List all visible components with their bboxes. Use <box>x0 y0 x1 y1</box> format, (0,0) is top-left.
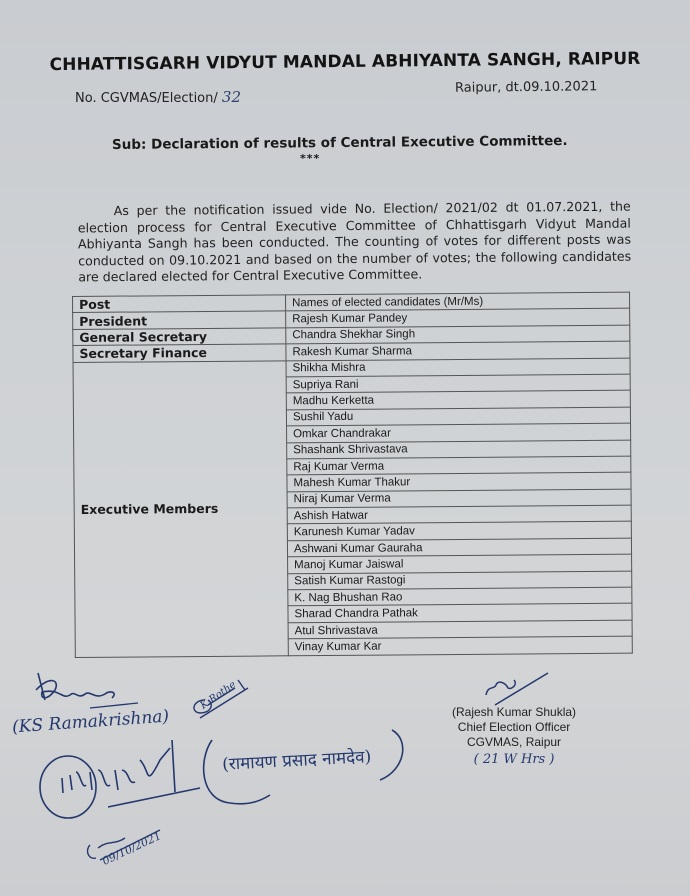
executive-member-name: Atul Shrivastava <box>288 620 632 639</box>
executive-member-name: Karunesh Kumar Yadav <box>287 522 631 541</box>
name-cell: Rakesh Kumar Sharma <box>286 341 630 360</box>
executive-member-name: Mahesh Kumar Thakur <box>287 472 631 491</box>
executive-member-name: Satish Kumar Rastogi <box>288 571 632 590</box>
post-cell: Secretary Finance <box>73 344 286 362</box>
executive-member-name: Omkar Chandrakar <box>287 423 631 442</box>
signature-circle <box>40 756 96 818</box>
ceo-organization: CGVMAS, Raipur <box>467 735 562 749</box>
witness2-name-hindi: (रामायण प्रसाद नामदेव) <box>221 747 372 775</box>
executive-member-name: Manoj Kumar Jaiswal <box>288 554 632 573</box>
name-cell: Chandra Shekhar Singh <box>286 325 630 344</box>
witness1-name-handwritten: (KS Ramakrishna) <box>11 706 170 738</box>
executive-member-name: Sushil Yadu <box>286 407 630 426</box>
executive-member-name: Sharad Chandra Pathak <box>288 604 632 623</box>
executive-member-name: Shikha Mishra <box>286 358 630 377</box>
header-post: Post <box>73 295 286 313</box>
subject-line: Sub: Declaration of results of Central Executive Committee. <box>111 133 568 153</box>
executive-member-name: Madhu Kerketta <box>286 390 630 409</box>
executive-member-name: Ashish Hatwar <box>287 505 631 524</box>
executive-member-name: Ashwani Kumar Gauraha <box>287 538 631 557</box>
witness3-date-handwritten: 09/10/2021 <box>100 829 164 868</box>
reference-prefix: No. CGVMAS/Election/ <box>75 91 218 106</box>
ceo-time-note-handwritten: ( 21 W Hrs ) <box>473 752 555 767</box>
executive-member-name: Shashank Shrivastava <box>287 440 631 459</box>
signature-ceo <box>486 673 548 705</box>
separator-stars: *** <box>300 152 321 165</box>
name-cell: Rajesh Kumar Pandey <box>286 309 630 328</box>
post-cell: General Secretary <box>73 328 286 346</box>
organization-title: CHHATTISGARH VIDYUT MANDAL ABHIYANTA SANGH, RAIPUR <box>49 48 641 76</box>
signature-ks-ramakrishna <box>36 673 114 700</box>
executive-member-name: Niraj Kumar Verma <box>287 489 631 508</box>
ceo-signature-block <box>452 705 576 767</box>
post-cell: President <box>73 311 286 329</box>
reference-number-handwritten: 32 <box>221 88 241 106</box>
witness1-initials-handwritten: K Rothe <box>198 679 239 712</box>
executive-member-name: Raj Kumar Verma <box>287 456 631 475</box>
executive-member-name: Supriya Rani <box>286 374 630 393</box>
executive-members-label: Executive Members <box>73 360 288 657</box>
body-paragraph-text: As per the notification issued vide No. Election/ 2021/02 dt 01.07.2021, the election process for Central Executive Committee of Chhattisgarh Vidyut Mandal Abhiyanta Sangh has been conducted. The counting of votes for different posts was conducted on 09.10.2021 and based on the number of votes; the following candidates are declared elected for Central Executive Committee. <box>77 198 632 285</box>
ceo-name: (Rajesh Kumar Shukla) <box>452 705 577 719</box>
executive-member-name: Vinay Kumar Kar <box>288 636 632 655</box>
signature-ramayan <box>62 740 200 807</box>
place-date: Raipur, dt.09.10.2021 <box>454 79 598 96</box>
ceo-title: Chief Election Officer <box>457 720 571 734</box>
header-names: Names of elected candidates (Mr/Ms) <box>285 292 629 311</box>
executive-member-name: K. Nag Bhushan Rao <box>288 587 632 606</box>
